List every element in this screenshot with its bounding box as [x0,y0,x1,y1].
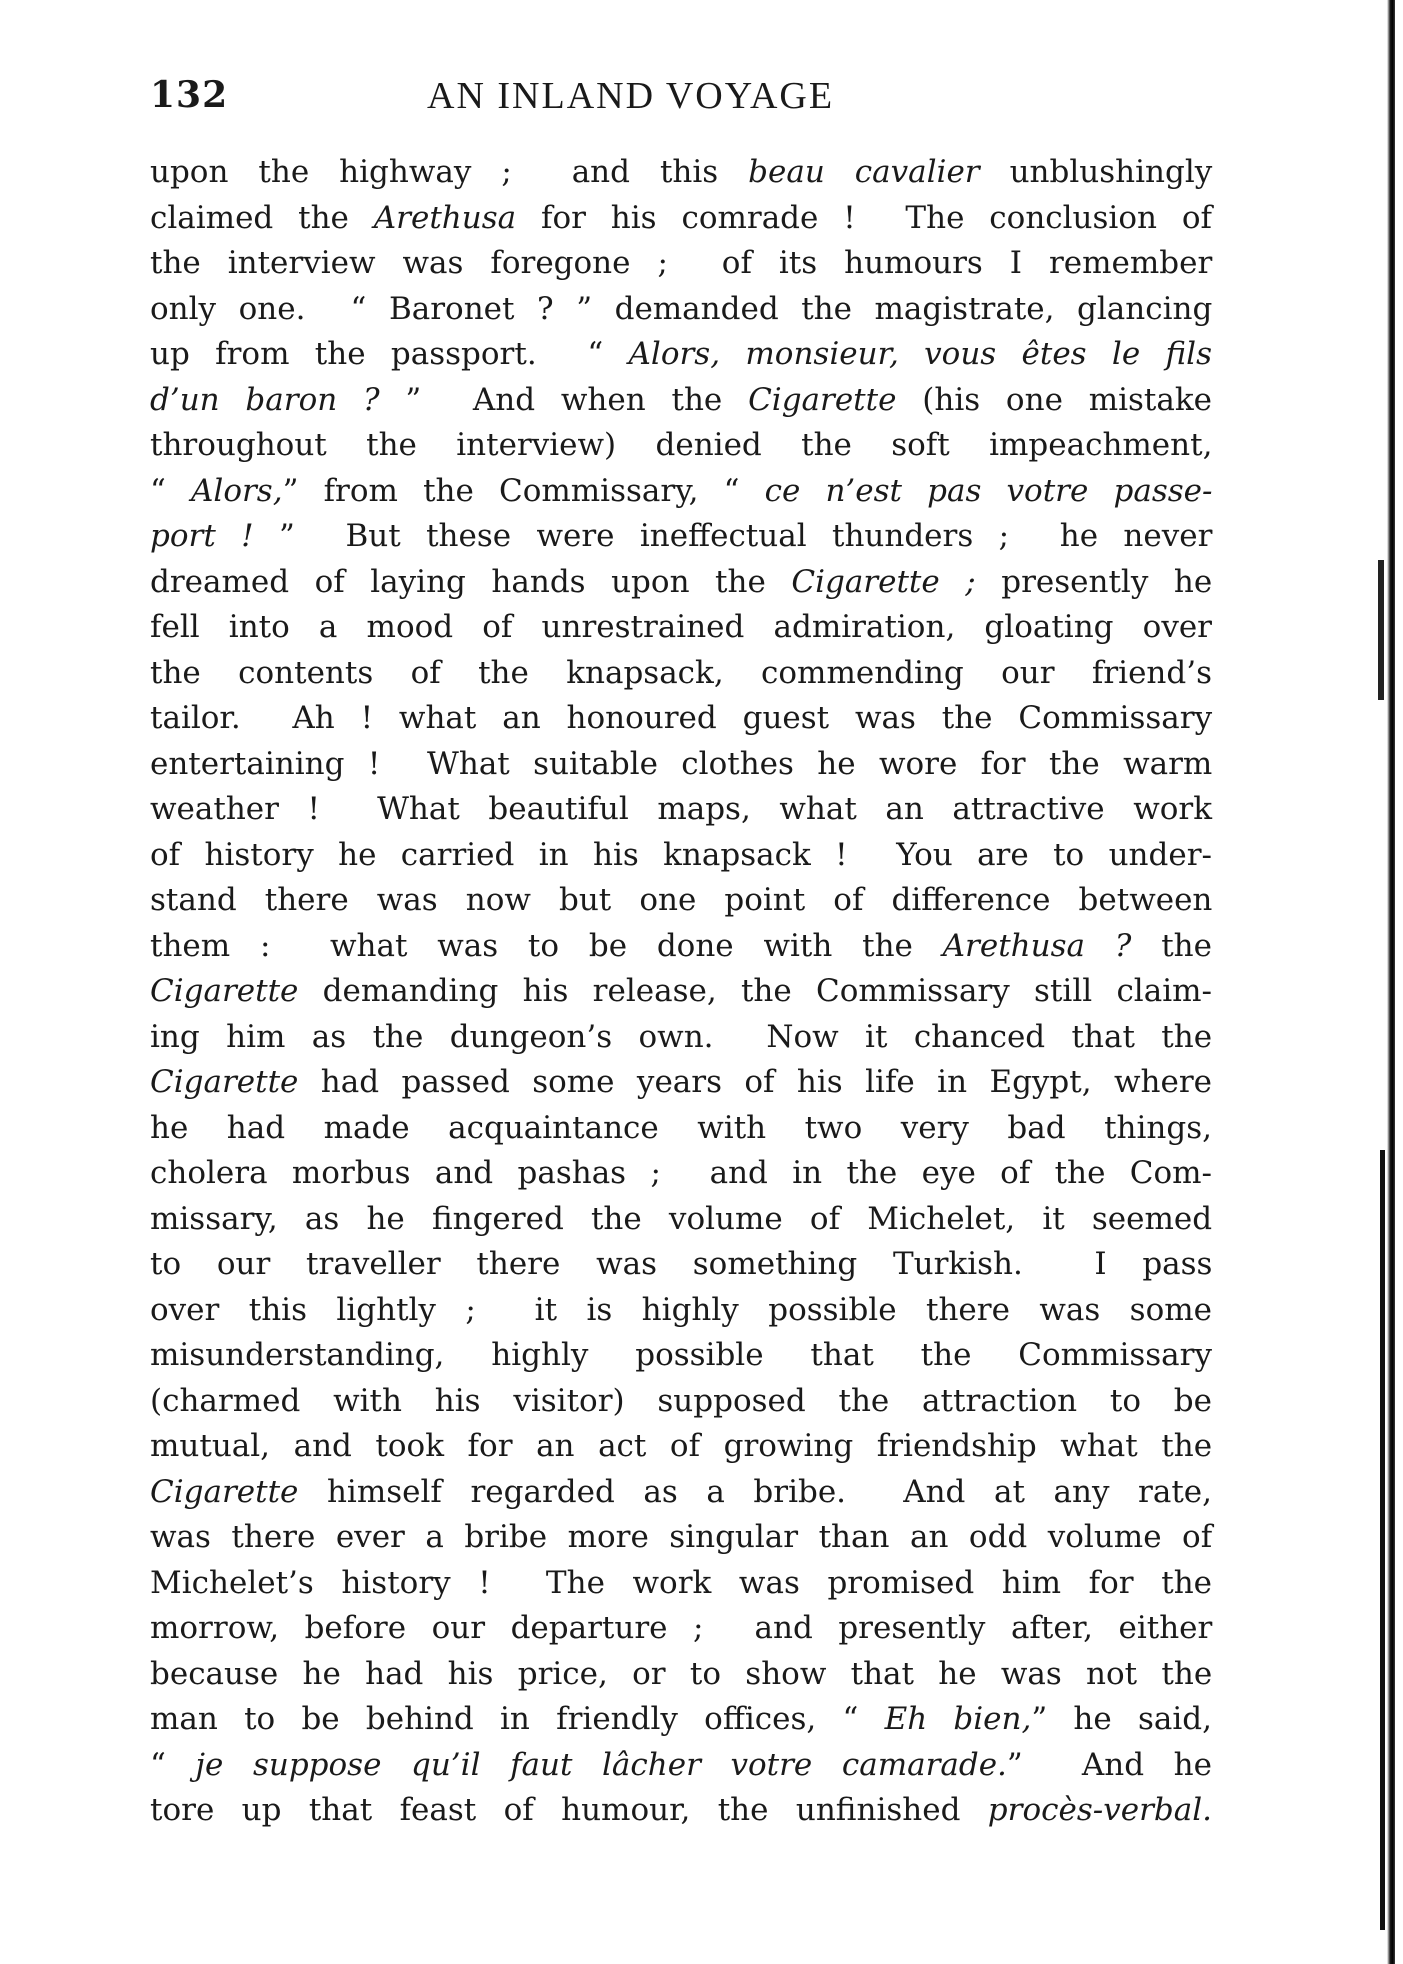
text-line [150,742,1212,788]
text-segment: (charmed with his visitor) supposed the attraction to be [150,1382,1212,1419]
text-segment: himself regarded as a bribe. And at any rate, [298,1473,1212,1510]
italic-text: Arethusa [373,199,517,236]
body-text [150,150,1212,1834]
text-line [150,423,1212,469]
italic-text: beau cavalier [748,154,980,190]
italic-text: Cigarette ; [791,563,976,600]
text-segment: because he had his price, or to show that he was not the [150,1655,1213,1692]
text-segment: ” he said, [1031,1701,1212,1737]
text-line [150,1015,1212,1061]
text-segment: mutual, and took for an act of growing friendship what the [150,1428,1213,1464]
text-line [150,469,1212,515]
text-segment: ” But these were ineffectual thunders ; he never [253,518,1213,554]
text-segment: weather ! What beautiful maps, what an attractive work [150,791,1212,827]
text-line [150,241,1212,287]
text-line [150,1697,1212,1743]
text-segment: he had made acquaintance with two very bad things, [150,1109,1212,1146]
text-segment: “ [150,472,192,509]
text-segment: (his one mistake [896,381,1212,418]
italic-text: Alors, monsieur, vous êtes le fils [628,336,1212,372]
text-segment: ” And he [1006,1746,1212,1783]
text-segment: them : what was to be done with the [150,927,943,964]
text-segment: dreamed of laying hands upon the [150,563,792,600]
text-segment: Michelet’s history ! The work was promised him for the [150,1564,1212,1601]
text-line [150,1333,1212,1379]
text-line [150,196,1212,242]
text-segment: tore up that feast of humour, the unfinished [150,1792,988,1828]
text-segment: for his comrade ! The conclusion of [516,199,1212,236]
italic-text: port ! [150,518,254,554]
text-segment: the contents of the knapsack, commending our friend’s [150,654,1212,691]
text-segment: misunderstanding, highly possible that the Commissary [150,1337,1212,1373]
italic-text: Cigarette [748,381,897,418]
italic-text: Arethusa ? [942,927,1132,964]
italic-text: Cigarette [150,1064,299,1100]
italic-text: d’un baron ? [150,381,380,418]
text-line [150,1743,1212,1789]
text-line [150,878,1212,924]
text-segment: tailor. Ah ! what an honoured guest was the Commissary [150,700,1213,736]
text-line [150,1424,1212,1470]
italic-text: ce n’est pas votre passe- [764,472,1213,509]
text-segment: demanding his release, the Commissary still claim- [298,973,1212,1009]
text-segment: cholera morbus and pashas ; and in the eye of the Com- [150,1155,1213,1191]
text-segment: of history he carried in his knapsack ! You are to under- [150,836,1212,873]
text-segment: claimed the [150,199,374,236]
text-line [150,1561,1212,1607]
running-title: AN INLAND VOYAGE [427,75,835,117]
text-line [150,287,1212,333]
text-line [150,651,1212,697]
text-segment: was there ever a bribe more singular than an odd volume of [150,1519,1213,1555]
text-segment: the [1131,927,1212,964]
text-line [150,514,1212,560]
text-segment: ing him as the dungeon’s own. Now it chanced that the [150,1018,1213,1055]
text-line [150,924,1212,970]
page-binding-edge [1387,0,1395,1964]
text-line [150,1379,1212,1425]
italic-text: Cigarette [150,973,299,1009]
italic-text: Eh bien, [884,1701,1032,1737]
text-segment: unblushingly [979,154,1213,190]
italic-text: procès-verbal. [987,1792,1212,1828]
text-line [150,1060,1212,1106]
text-line [150,1106,1212,1152]
text-line [150,1788,1212,1834]
text-line [150,560,1212,606]
text-segment: morrow, before our departure ; and presently after, either [150,1610,1213,1646]
text-segment: man to be behind in friendly offices, “ [150,1701,885,1737]
text-segment: ” from the Commissary, “ [282,472,765,509]
page-header [150,74,1210,122]
text-segment: missary, as he fingered the volume of Michelet, it seemed [150,1200,1213,1237]
text-line [150,1515,1212,1561]
text-segment: fell into a mood of unrestrained admiration, gloating over [150,609,1212,645]
text-line [150,787,1212,833]
text-line [150,833,1212,879]
text-line [150,605,1212,651]
text-line [150,1242,1212,1288]
italic-text: je suppose qu’il faut lâcher votre camarade. [195,1746,1007,1783]
text-line [150,1151,1212,1197]
text-line [150,696,1212,742]
text-segment: only one. “ Baronet ? ” demanded the magistrate, glancing [150,290,1213,327]
text-segment: “ [150,1746,196,1783]
text-segment: presently he [975,563,1213,600]
text-segment: had passed some years of his life in Egypt, where [298,1064,1212,1100]
text-line [150,1652,1212,1698]
text-segment: stand there was now but one point of difference between [150,882,1213,918]
text-segment: the interview was foregone ; of its humours I remember [150,245,1213,281]
text-line [150,969,1212,1015]
text-line [150,378,1212,424]
text-segment: upon the highway ; and this [150,154,749,190]
text-line [150,1470,1212,1516]
text-line [150,1606,1212,1652]
italic-text: Alors, [191,472,283,509]
text-segment: ” And when the [379,381,749,418]
text-line [150,150,1212,196]
text-segment: up from the passport. “ [150,336,629,372]
italic-text: Cigarette [150,1473,299,1510]
text-line [150,1197,1212,1243]
text-segment: to our traveller there was something Turkish. I pass [150,1246,1213,1282]
text-line [150,1288,1212,1334]
text-segment: over this lightly ; it is highly possible there was some [150,1291,1212,1328]
text-line [150,332,1212,378]
page-number: 132 [150,74,229,116]
text-segment: entertaining ! What suitable clothes he wore for the warm [150,745,1213,782]
text-segment: throughout the interview) denied the soft impeachment, [150,427,1213,463]
